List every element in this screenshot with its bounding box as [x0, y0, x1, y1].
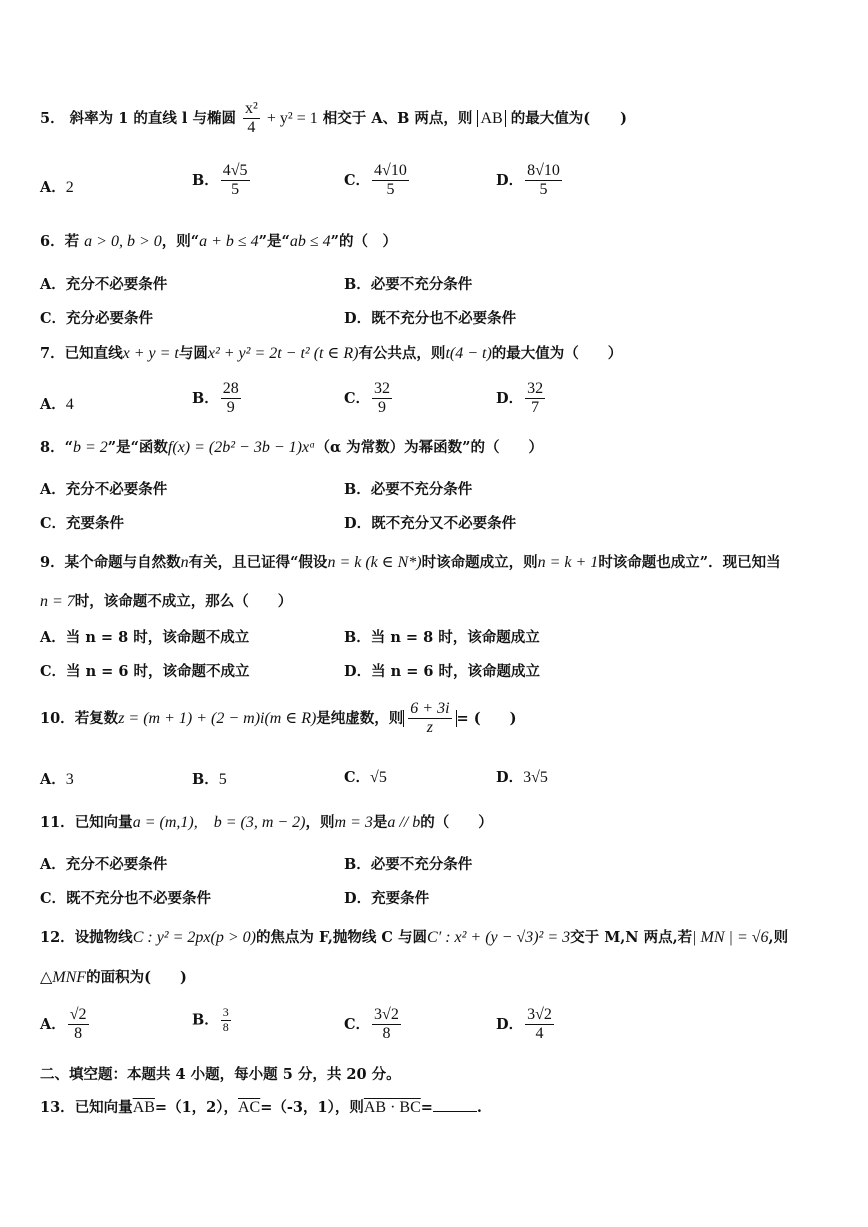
q12-option-num: √2	[68, 1006, 89, 1025]
question-8	[40, 438, 543, 457]
q9-math-4: n = 7	[40, 593, 75, 610]
q5-frac-den: 4	[247, 119, 256, 137]
q7-math: x + y = t	[122, 345, 179, 362]
q9-option-label: B．	[344, 629, 371, 646]
q12-option-den: 8	[74, 1025, 83, 1043]
q10-text-3: = ( )	[456, 709, 517, 727]
q12-option-num: 3	[222, 1005, 229, 1019]
q10-frac-num: 6 + 3i	[408, 700, 451, 719]
q11-text-3: 是	[372, 814, 388, 831]
q11-math: a = (m,1), b = (3, m − 2)	[132, 814, 306, 831]
q8-option-text: 充分不必要条件	[65, 481, 168, 498]
q5-option-num: 4√10	[372, 162, 409, 181]
q11-option-c	[40, 887, 211, 908]
q6-math-2: a + b ≤ 4	[199, 233, 259, 250]
q6-number: 6．	[40, 233, 65, 250]
q9-option-d	[344, 660, 540, 681]
q6-option-label: C．	[40, 310, 67, 327]
q7-option-a	[40, 393, 74, 414]
q9-option-label: D．	[344, 663, 372, 680]
q12-math: C : y² = 2px(p > 0)	[132, 929, 256, 946]
q8-option-label: B．	[344, 481, 371, 498]
question-12-cont	[40, 968, 187, 987]
q6-option-label: B．	[344, 276, 371, 293]
q6-option-a	[40, 273, 167, 294]
answer-blank[interactable]	[433, 1111, 477, 1112]
q7-text-2: 与圆	[178, 345, 208, 362]
q13-number: 13．	[40, 1099, 75, 1116]
q11-text: 已知向量	[74, 814, 133, 831]
q11-option-text: 既不充分也不必要条件	[66, 890, 212, 907]
q12-text: 设抛物线	[74, 929, 133, 946]
q7-option-text: 4	[65, 396, 74, 413]
q13-dot-product: AB · BC	[363, 1099, 421, 1116]
q7-option-den: 9	[226, 399, 235, 417]
q11-math-2: m = 3	[334, 814, 373, 831]
q10-text-2: 是纯虚数，则	[316, 709, 404, 727]
q8-option-text: 既不充分又不必要条件	[371, 515, 517, 532]
q11-option-label: B．	[344, 856, 371, 873]
q11-math-3: a // b	[387, 814, 421, 831]
q13-text: 已知向量	[74, 1099, 133, 1116]
q11-option-text: 必要不充分条件	[370, 856, 473, 873]
q7-number: 7．	[40, 345, 65, 362]
q12-math-4: △MNF	[40, 969, 87, 986]
q7-option-num: 32	[372, 380, 392, 399]
q10-option-text: √5	[370, 769, 387, 786]
q5-option-num: 8√10	[525, 162, 562, 181]
q5-option-text: 2	[65, 179, 74, 196]
q11-option-label: C．	[40, 890, 67, 907]
q12-text-3: 交于 M,N 两点,若	[570, 929, 693, 946]
question-9-cont	[40, 592, 292, 611]
q9-option-a	[40, 626, 249, 647]
q13-text-2: =（1，2），	[154, 1099, 238, 1116]
q12-math-3: | MN | = √6	[692, 929, 769, 946]
q7-option-den: 9	[378, 399, 387, 417]
q12-text-4: ,则	[768, 929, 789, 946]
q9-option-c	[40, 660, 250, 681]
q11-option-label: A．	[40, 856, 66, 873]
question-7	[40, 344, 622, 363]
q7-option-num: 32	[525, 380, 545, 399]
q12-option-den: 8	[382, 1025, 391, 1043]
q12-text-2: 的焦点为 F,抛物线 C 与圆	[255, 929, 428, 946]
q9-option-b	[344, 626, 540, 647]
q7-text-4: 的最大值为（ ）	[491, 345, 623, 362]
q6-option-label: A．	[40, 276, 66, 293]
q7-option-label: A．	[40, 396, 66, 413]
q5-option-den: 5	[539, 181, 548, 199]
q9-option-text: 当 n = 8 时，该命题不成立	[65, 629, 250, 646]
q8-text-2: ”是“函数	[107, 439, 168, 456]
q7-option-num: 28	[221, 380, 241, 399]
q6-text-3: ”是“	[258, 233, 290, 250]
q5-close: )	[620, 109, 627, 127]
q5-fraction	[243, 100, 260, 138]
q5-option-label: B．	[192, 171, 219, 189]
q10-option-d	[496, 766, 548, 787]
q12-option-a	[40, 1006, 91, 1044]
question-12	[40, 928, 788, 947]
q5-text-2: 相交于 A、B 两点，则	[322, 109, 473, 127]
q12-option-num: 3√2	[372, 1006, 401, 1025]
q13-vector-ac: $\overline{AC}$	[238, 1099, 261, 1116]
q12-number: 12．	[40, 929, 75, 946]
q9-option-label: A．	[40, 629, 66, 646]
q11-text-4: 的（ ）	[420, 814, 493, 831]
q5-option-den: 5	[231, 181, 240, 199]
q8-option-c	[40, 512, 124, 533]
q6-option-label: D．	[344, 310, 372, 327]
q10-option-label: B．	[192, 771, 219, 788]
q10-abs	[403, 700, 456, 737]
q7-option-label: C．	[344, 389, 371, 407]
q8-text-3: （α 为常数）为幂函数”的（ ）	[315, 439, 543, 456]
q5-frac-num: x²	[243, 100, 260, 119]
q10-option-label: A．	[40, 771, 66, 788]
q12-option-label: B．	[192, 1011, 219, 1029]
q5-option-den: 5	[386, 181, 395, 199]
q8-option-label: D．	[344, 515, 372, 532]
q7-option-b	[192, 380, 243, 418]
q6-option-text: 既不充分也不必要条件	[371, 310, 517, 327]
q5-option-a	[40, 176, 74, 197]
q12-option-label: A．	[40, 1015, 66, 1033]
q12-option-num: 3√2	[525, 1006, 554, 1025]
q10-option-label: C．	[344, 769, 371, 786]
q11-option-d	[344, 887, 429, 908]
q10-option-b	[192, 768, 227, 789]
q10-option-text: 3√5	[523, 769, 548, 786]
q9-option-text: 当 n = 6 时，该命题不成立	[66, 663, 250, 680]
q6-option-text: 必要不充分条件	[370, 276, 473, 293]
q11-number: 11．	[40, 814, 75, 831]
q11-option-b	[344, 853, 472, 874]
q10-option-label: D．	[496, 769, 524, 786]
q7-option-label: D．	[496, 389, 524, 407]
question-10	[40, 700, 516, 738]
q7-math-3: t(4 − t)	[445, 345, 492, 362]
q10-number: 10．	[40, 709, 75, 727]
q12-option-label: C．	[344, 1015, 371, 1033]
q11-option-label: D．	[344, 890, 372, 907]
q8-option-b	[344, 478, 472, 499]
section-heading: 二、填空题：本题共 4 小题，每小题 5 分，共 20 分。	[40, 1066, 401, 1083]
q6-option-c	[40, 307, 153, 328]
q7-option-c	[344, 380, 394, 418]
q9-math-3: n = k + 1	[537, 554, 599, 571]
q8-option-d	[344, 512, 516, 533]
q13-text-3: =（-3，1），则	[260, 1099, 364, 1116]
q8-math-2: f(x) = (2b² − 3b − 1)xᵅ	[167, 439, 316, 456]
q12-option-den: 4	[535, 1025, 544, 1043]
q8-option-a	[40, 478, 167, 499]
q12-option-c	[344, 1006, 403, 1044]
q5-abs: AB	[477, 110, 505, 127]
q9-text-2: 有关，且已证得“假设	[188, 554, 328, 571]
q6-option-text: 充分不必要条件	[65, 276, 168, 293]
question-13	[40, 1098, 482, 1117]
q6-math: a > 0, b > 0	[84, 233, 162, 250]
q8-option-text: 充要条件	[66, 515, 125, 532]
q10-math: z = (m + 1) + (2 − m)i(m ∈ R)	[118, 709, 317, 727]
q9-text-5: 时，该命题不成立，那么（ ）	[74, 593, 293, 610]
q9-text: 某个命题与自然数	[64, 554, 181, 571]
q13-period: .	[476, 1099, 482, 1116]
q11-option-a	[40, 853, 167, 874]
q8-option-text: 必要不充分条件	[370, 481, 473, 498]
q7-math-2: x² + y² = 2t − t² (t ∈ R)	[207, 345, 359, 362]
q5-text-3: 的最大值为(	[510, 109, 591, 127]
q5-option-b	[192, 162, 252, 200]
q7-option-d	[496, 380, 547, 418]
q6-option-text: 充分必要条件	[66, 310, 154, 327]
q10-frac-den: z	[426, 719, 434, 737]
q10-option-c	[344, 766, 387, 787]
question-9	[40, 553, 781, 572]
q13-vector-ab: $\overline{AB}$	[132, 1099, 155, 1116]
q5-text: 斜率为 1 的直线 l 与椭圆	[69, 109, 236, 127]
q7-option-den: 7	[531, 399, 540, 417]
q7-option-label: B．	[192, 389, 219, 407]
q5-number: 5．	[40, 109, 65, 127]
q8-text: “	[64, 439, 73, 456]
q6-text-2: ，则“	[161, 233, 200, 250]
q8-option-label: A．	[40, 481, 66, 498]
q12-option-d	[496, 1006, 556, 1044]
q11-option-text: 充分不必要条件	[65, 856, 168, 873]
question-6	[40, 232, 397, 251]
q7-text: 已知直线	[64, 345, 123, 362]
q6-option-b	[344, 273, 472, 294]
q12-math-2: C′ : x² + (y − √3)² = 3	[427, 929, 571, 946]
q5-option-c	[344, 162, 411, 200]
q5-option-label: D．	[496, 171, 524, 189]
q12-option-b	[192, 1006, 233, 1035]
q10-text: 若复数	[74, 709, 119, 727]
q9-text-4: 时该命题也成立”．现已知当	[598, 554, 781, 571]
q12-text-5: 的面积为( )	[86, 969, 187, 986]
q10-option-a	[40, 768, 74, 789]
q8-number: 8．	[40, 439, 65, 456]
q12-option-den: 8	[222, 1019, 229, 1034]
q11-option-text: 充要条件	[371, 890, 430, 907]
q9-option-text: 当 n = 6 时，该命题成立	[371, 663, 541, 680]
q10-option-text: 3	[65, 771, 74, 788]
q12-option-label: D．	[496, 1015, 524, 1033]
q10-option-text: 5	[218, 771, 227, 788]
q9-math-2: n = k (k ∈ N*)	[327, 554, 422, 571]
q10-fraction	[408, 700, 451, 738]
q9-text-3: 时该命题成立，则	[421, 554, 538, 571]
q6-option-d	[344, 307, 516, 328]
q13-text-4: =	[420, 1099, 433, 1116]
q8-math: b = 2	[72, 439, 108, 456]
q6-text: 若	[64, 233, 80, 250]
q5-option-label: A．	[40, 179, 66, 196]
q9-math: n	[180, 554, 189, 571]
q5-option-num: 4√5	[221, 162, 250, 181]
q7-text-3: 有公共点，则	[358, 345, 446, 362]
q5-option-label: C．	[344, 171, 371, 189]
q6-text-4: ”的（ ）	[330, 233, 397, 250]
q11-text-2: ，则	[305, 814, 335, 831]
q5-option-d	[496, 162, 564, 200]
question-5	[40, 100, 627, 138]
q9-option-label: C．	[40, 663, 67, 680]
q8-option-label: C．	[40, 515, 67, 532]
question-11	[40, 813, 493, 832]
q9-number: 9．	[40, 554, 65, 571]
q5-math: + y² = 1	[266, 109, 318, 127]
q6-math-3: ab ≤ 4	[289, 233, 331, 250]
q9-option-text: 当 n = 8 时，该命题成立	[370, 629, 540, 646]
